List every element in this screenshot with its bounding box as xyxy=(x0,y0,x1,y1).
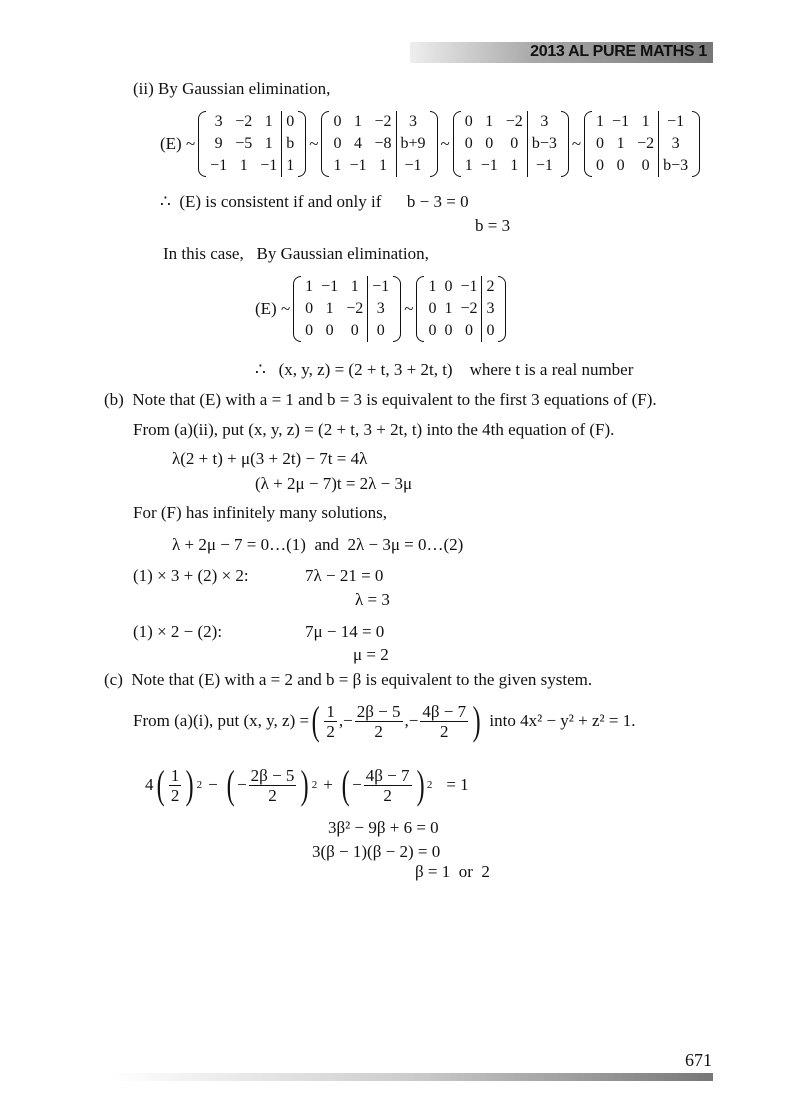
minus: − xyxy=(352,775,362,794)
matrix-cell: 0 xyxy=(282,111,299,133)
matrix-cell: 0 xyxy=(428,300,437,317)
matrix-row xyxy=(329,133,429,155)
text-line: b = 3 xyxy=(475,216,511,235)
right-paren xyxy=(498,276,506,342)
right-paren: ) xyxy=(301,762,310,807)
matrix-cell: −2 xyxy=(235,113,253,130)
denominator: 2 xyxy=(439,721,449,741)
matrix-row xyxy=(424,320,498,342)
tilde: ~ xyxy=(404,299,414,318)
matrix-cell: −1 xyxy=(612,113,630,130)
matrix-cell: 0 xyxy=(368,320,394,342)
text-line: (ii) By Gaussian elimination, xyxy=(133,79,331,98)
matrix-cell: 1 xyxy=(350,278,359,295)
augmented-matrix xyxy=(293,276,401,342)
matrix-cell: −8 xyxy=(374,135,392,152)
right-paren: ) xyxy=(185,762,194,807)
matrix-cell: 3 xyxy=(659,133,693,155)
matrix-row xyxy=(329,111,429,133)
text-line: 7λ − 21 = 0 xyxy=(305,566,384,585)
matrix-row xyxy=(206,133,298,155)
matrix-row-1 xyxy=(160,106,703,182)
left-paren: ( xyxy=(226,762,235,807)
matrix-cell: −1 xyxy=(349,157,367,174)
matrix-cell: 0 xyxy=(482,320,499,342)
tilde: ~ xyxy=(571,134,582,153)
matrix-table xyxy=(206,111,298,177)
matrix-cell: 1 xyxy=(510,157,519,174)
denominator: 2 xyxy=(268,785,277,805)
matrix-table xyxy=(461,111,561,177)
matrix-cell: 0 xyxy=(305,322,314,339)
text-line: (1) × 3 + (2) × 2: xyxy=(133,566,249,585)
matrix-cell: −1 xyxy=(480,157,498,174)
matrix-row xyxy=(461,111,561,133)
matrix-cell: 1 xyxy=(641,113,650,130)
text-line: λ + 2μ − 7 = 0…(1) and 2λ − 3μ = 0…(2) xyxy=(172,535,464,554)
fraction xyxy=(249,766,297,805)
matrix-table xyxy=(329,111,429,177)
header-bar xyxy=(410,42,713,63)
matrix-cell: 0 xyxy=(428,322,437,339)
matrix-row-2 xyxy=(255,271,509,347)
left-paren: ( xyxy=(311,698,320,743)
matrix-cell: 3 xyxy=(396,111,430,133)
matrix-cell: 0 xyxy=(485,135,494,152)
fraction xyxy=(355,702,403,741)
matrix-cell: 0 xyxy=(510,135,519,152)
matrix-cell: b+9 xyxy=(396,133,430,155)
matrix-cell: 0 xyxy=(464,113,473,130)
matrix-table xyxy=(424,276,498,342)
left-paren xyxy=(321,111,329,177)
minus: − xyxy=(408,711,419,730)
matrix-cell: −2 xyxy=(460,300,478,317)
matrix-row xyxy=(592,155,692,177)
matrix-cell: −2 xyxy=(505,113,523,130)
text-line: λ(2 + t) + μ(3 + 2t) − 7t = 4λ xyxy=(172,449,368,468)
matrix-cell: 1 xyxy=(264,113,273,130)
exponent: 2 xyxy=(196,779,203,791)
matrix-cell: 3 xyxy=(368,298,394,320)
header-title: 2013 AL PURE MATHS 1 xyxy=(530,43,707,60)
numerator: 4β − 7 xyxy=(365,765,410,785)
matrix-cell: 1 xyxy=(305,278,314,295)
denominator: 2 xyxy=(383,785,392,805)
matrix-cell: −2 xyxy=(374,113,392,130)
matrix-cell: b−3 xyxy=(527,133,561,155)
matrix-cell: −5 xyxy=(235,135,253,152)
text-line: λ = 3 xyxy=(355,590,390,609)
matrix-cell: −1 xyxy=(368,276,394,298)
text-line: 3β² − 9β + 6 = 0 xyxy=(328,818,439,837)
matrix-row xyxy=(301,320,393,342)
matrix-row xyxy=(424,276,498,298)
text: into 4x² − y² + z² = 1. xyxy=(489,711,636,730)
exponent: 2 xyxy=(426,779,433,791)
numerator: 2β − 5 xyxy=(250,765,295,785)
matrix-cell: 0 xyxy=(444,322,453,339)
page-number: 671 xyxy=(685,1050,712,1070)
text-line: (λ + 2μ − 7)t = 2λ − 3μ xyxy=(255,474,413,493)
matrix-cell: −2 xyxy=(637,135,655,152)
matrix-cell: b xyxy=(282,133,299,155)
matrix-cell: 0 xyxy=(305,300,314,317)
fraction xyxy=(420,702,468,741)
matrix-cell: 0 xyxy=(464,135,473,152)
text-line: β = 1 or 2 xyxy=(415,862,490,881)
numerator: 1 xyxy=(326,701,335,721)
text-line: 3(β − 1)(β − 2) = 0 xyxy=(312,842,441,861)
augmented-matrix xyxy=(416,276,506,342)
matrix-cell: 1 xyxy=(485,113,494,130)
c-eq1 xyxy=(145,762,469,808)
numerator: 1 xyxy=(170,765,180,785)
denominator: 2 xyxy=(374,721,383,741)
matrix-cell: 1 xyxy=(428,278,437,295)
augmented-matrix xyxy=(198,111,306,177)
text-line: ∴ (x, y, z) = (2 + t, 3 + 2t, t) where t is a real number xyxy=(255,360,634,379)
matrix-cell: 1 xyxy=(333,157,342,174)
fraction xyxy=(169,766,182,805)
matrix-cell: 0 xyxy=(616,157,625,174)
matrix-cell: 9 xyxy=(214,135,223,152)
minus: − xyxy=(208,775,218,794)
text-line: 7μ − 14 = 0 xyxy=(305,622,385,641)
matrix-cell: 0 xyxy=(596,157,605,174)
matrix-cell: 0 xyxy=(325,322,334,339)
plus: + xyxy=(323,775,333,794)
left-paren: ( xyxy=(341,762,350,807)
matrix-cell: 1 xyxy=(379,157,387,174)
matrix-cell: 0 xyxy=(596,135,605,152)
matrix-cell: −1 xyxy=(260,157,278,174)
matrix-cell: 0 xyxy=(444,278,453,295)
right-paren xyxy=(430,111,438,177)
tilde: ~ xyxy=(440,134,450,153)
matrix-cell: 3 xyxy=(214,113,223,130)
text-line: (b) Note that (E) with a = 1 and b = 3 is equivalent to the first 3 equations of (F). xyxy=(104,390,657,409)
tilde: ~ xyxy=(309,134,319,153)
label-E: (E) ~ xyxy=(255,299,291,318)
denominator: 2 xyxy=(170,785,180,805)
footer-bar xyxy=(110,1073,713,1081)
matrix-cell: 0 xyxy=(333,135,342,152)
matrix-row xyxy=(329,155,429,177)
matrix-row xyxy=(206,155,298,177)
text-line: ∴ (E) is consistent if and only if b − 3 = 0 xyxy=(160,192,469,211)
right-paren xyxy=(561,111,569,177)
matrix-cell: 0 xyxy=(464,322,473,339)
matrix-cell: 1 xyxy=(616,135,625,152)
matrix-cell: 1 xyxy=(596,113,605,130)
matrix-cell: −1 xyxy=(659,111,693,133)
right-paren: ) xyxy=(416,762,425,807)
matrix-cell: 1 xyxy=(282,155,299,177)
comma: , xyxy=(404,711,409,730)
matrix-cell: −1 xyxy=(527,155,561,177)
matrix-cell: −1 xyxy=(396,155,430,177)
matrix-cell: 3 xyxy=(527,111,561,133)
matrix-row xyxy=(301,276,393,298)
c-from-line xyxy=(133,700,635,742)
matrix-cell: 0 xyxy=(333,113,342,130)
left-paren: ( xyxy=(156,762,165,807)
minus: − xyxy=(237,775,247,794)
matrix-cell: −2 xyxy=(346,300,364,317)
matrix-table xyxy=(592,111,692,177)
text-line: For (F) has infinitely many solutions, xyxy=(133,503,388,522)
matrix-row xyxy=(461,133,561,155)
text: 4 xyxy=(145,775,154,794)
matrix-row xyxy=(592,133,692,155)
augmented-matrix xyxy=(453,111,569,177)
matrix-row xyxy=(301,298,393,320)
matrix-cell: 1 xyxy=(239,157,248,174)
right-paren xyxy=(298,111,306,177)
augmented-matrix xyxy=(321,111,437,177)
text: = 1 xyxy=(446,775,469,794)
right-paren xyxy=(393,276,401,342)
matrix-cell: 1 xyxy=(464,157,473,174)
left-paren xyxy=(584,111,592,177)
matrix-cell: −1 xyxy=(460,278,478,295)
right-paren xyxy=(692,111,700,177)
left-paren xyxy=(453,111,461,177)
matrix-cell: 1 xyxy=(353,113,362,130)
matrix-row xyxy=(461,155,561,177)
matrix-cell: 4 xyxy=(353,135,362,152)
right-paren: ) xyxy=(472,698,481,743)
left-paren xyxy=(416,276,424,342)
numerator: 4β − 7 xyxy=(422,701,467,721)
matrix-cell: 1 xyxy=(444,300,453,317)
text: From (a)(i), put (x, y, z) = xyxy=(133,711,310,730)
text-line: From (a)(ii), put (x, y, z) = (2 + t, 3 + 2t, t) into the 4th equation of (F). xyxy=(133,420,615,439)
matrix-table xyxy=(301,276,393,342)
text-line: In this case, By Gaussian elimination, xyxy=(163,244,429,263)
augmented-matrix xyxy=(584,111,700,177)
comma: , xyxy=(338,711,344,730)
fraction xyxy=(364,766,412,805)
text-line: μ = 2 xyxy=(353,645,389,664)
label-E: (E) ~ xyxy=(160,134,196,153)
matrix-cell: −1 xyxy=(210,157,228,174)
left-paren xyxy=(198,111,206,177)
minus: − xyxy=(343,711,353,730)
matrix-cell: 0 xyxy=(641,157,650,174)
matrix-cell: −1 xyxy=(321,278,339,295)
matrix-cell: b−3 xyxy=(659,155,693,177)
matrix-row xyxy=(206,111,298,133)
matrix-cell: 0 xyxy=(350,322,359,339)
text-line: (1) × 2 − (2): xyxy=(133,622,223,641)
matrix-cell: 1 xyxy=(325,300,334,317)
matrix-cell: 2 xyxy=(482,276,499,298)
text-line: (c) Note that (E) with a = 2 and b = β is equivalent to the given system. xyxy=(104,670,593,689)
denominator: 2 xyxy=(326,721,335,741)
fraction xyxy=(324,702,337,741)
left-paren xyxy=(293,276,301,342)
matrix-row xyxy=(424,298,498,320)
matrix-cell: 3 xyxy=(482,298,499,320)
numerator: 2β − 5 xyxy=(356,701,401,721)
matrix-row xyxy=(592,111,692,133)
matrix-cell: 1 xyxy=(264,135,273,152)
exponent: 2 xyxy=(311,779,318,791)
